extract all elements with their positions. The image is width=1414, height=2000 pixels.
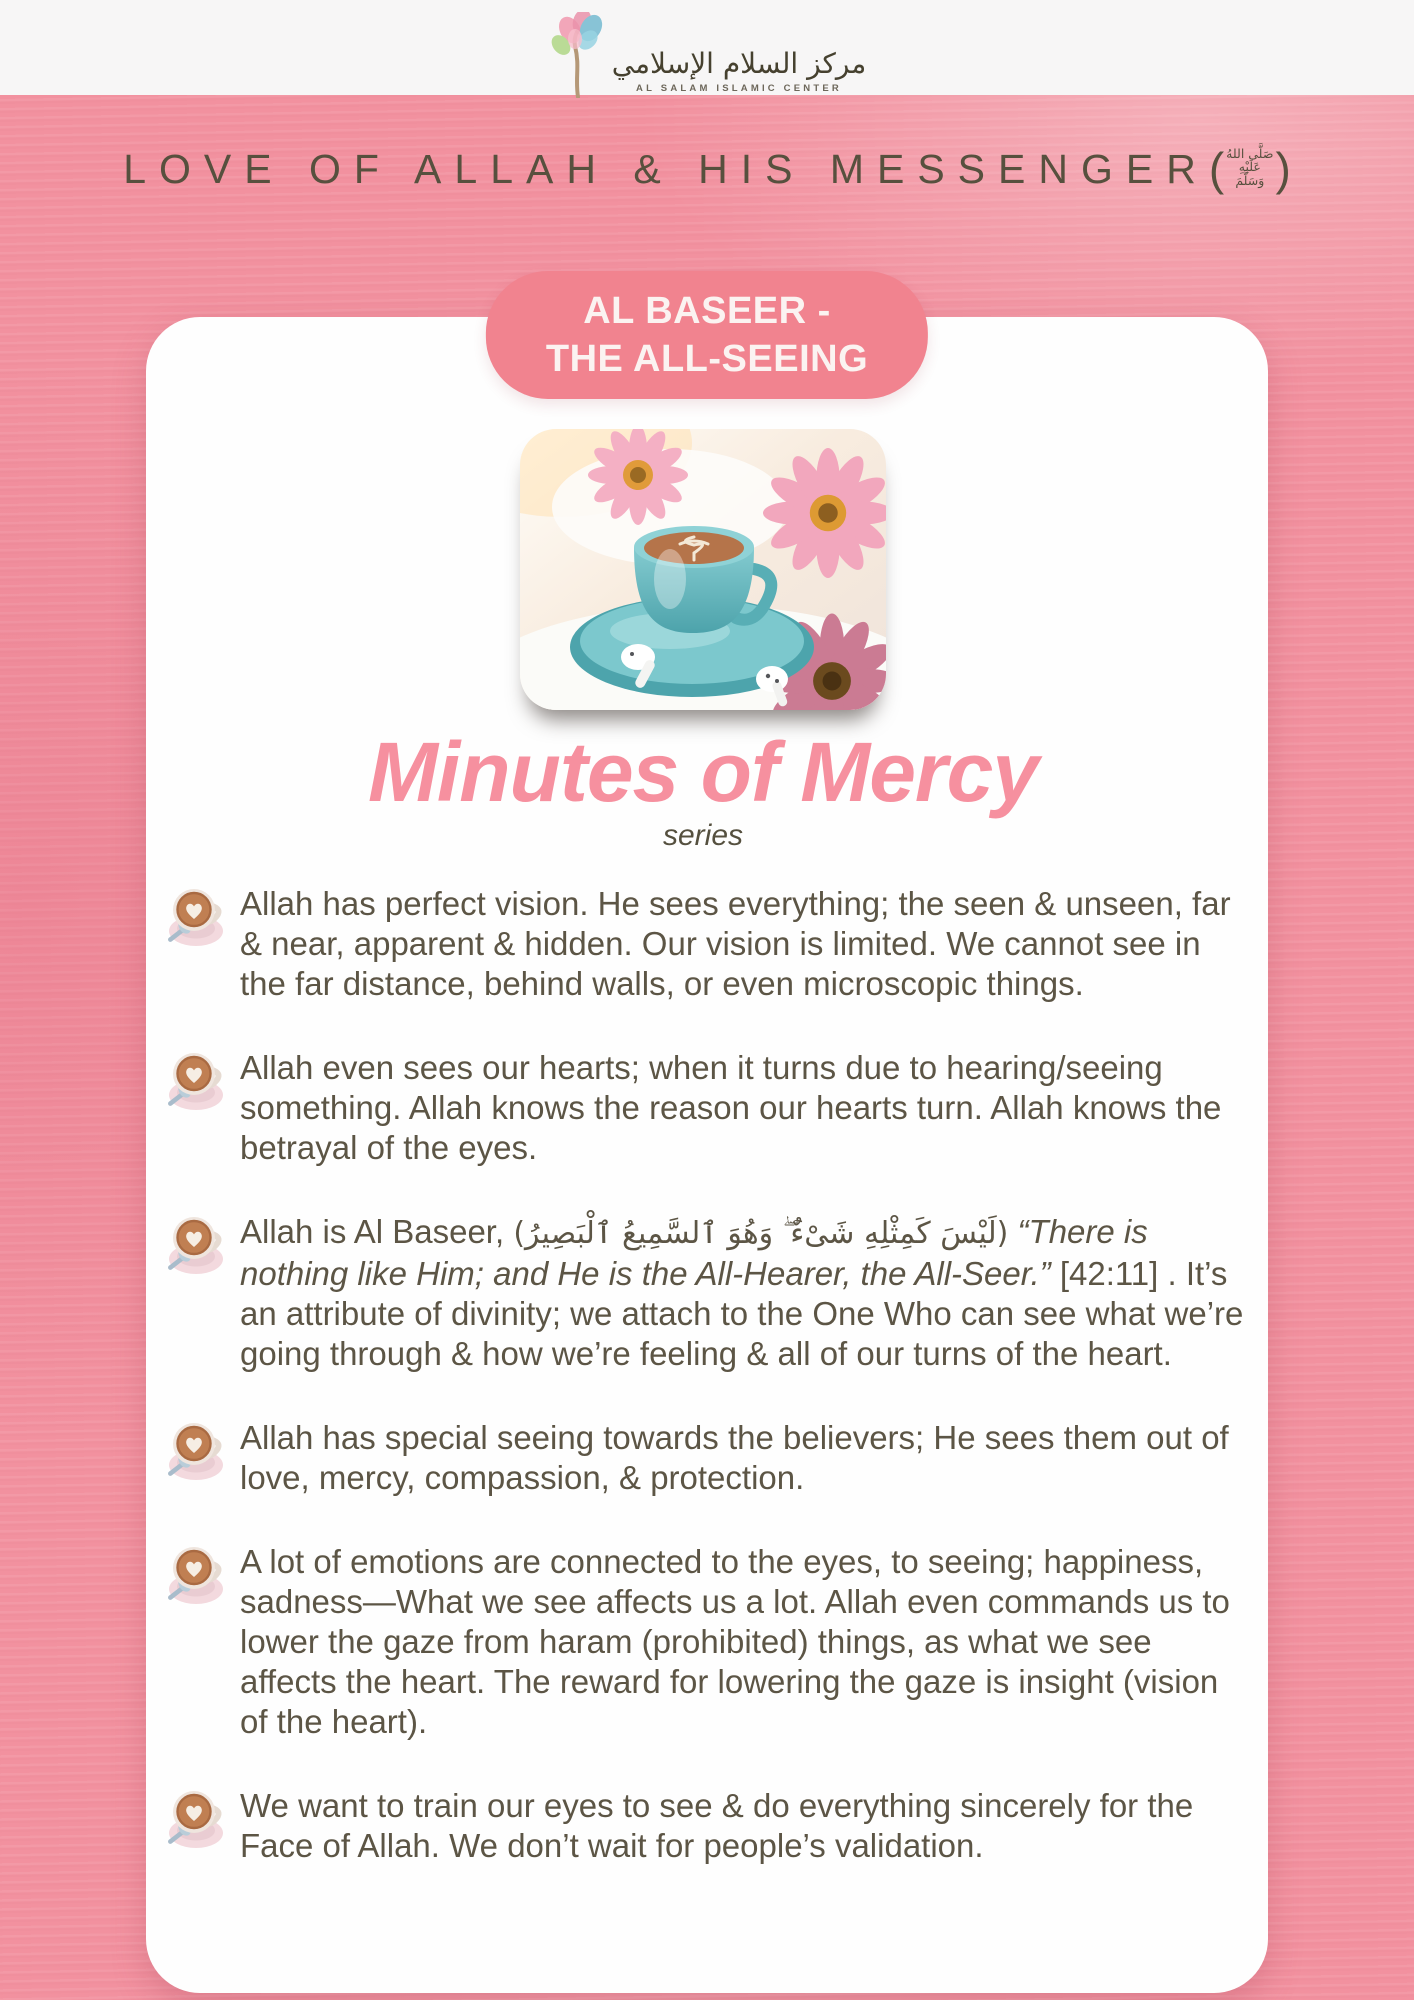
latte-heart-cup-icon: [160, 1782, 232, 1854]
page-title-text: LOVE OF ALLAH & HIS MESSENGER: [123, 145, 1209, 192]
bullet-text: A lot of emotions are connected to the eyes, to seeing; happiness, sadness—What we see affects us a lot. Allah even commands us to lower the gaze from haram (prohibited) things, as what we see affects the heart. The reward for lowering the gaze is insight (vision of the heart).: [240, 1543, 1230, 1740]
al-salam-islamic-center-logo: [548, 12, 867, 98]
bullet-text: Allah has perfect vision. He sees everything; the seen & unseen, far & near, apparent & hidden. Our vision is limited. We cannot see in the far distance, behind walls, or even microscopic things.: [240, 885, 1231, 1002]
latte-heart-cup-icon: [160, 1414, 232, 1486]
logo-english-name: AL SALAM ISLAMIC CENTER: [636, 82, 842, 94]
salawat-calligraphy: [1226, 147, 1273, 186]
salawat-close-paren: ): [1275, 143, 1291, 195]
latte-heart-cup-icon: [160, 1538, 232, 1610]
banner: [0, 95, 1414, 225]
series-subtitle: series: [662, 819, 744, 852]
notes-list: [160, 884, 1246, 1866]
salawat-open-paren: (: [1208, 143, 1225, 195]
list-item: [160, 1786, 1246, 1866]
list-item: [160, 1542, 1246, 1742]
bullet-text: We want to train our eyes to see & do everything sincerely for the Face of Allah. We don’t wait for people’s validation.: [240, 1787, 1194, 1864]
hero-image-coffee-flowers-earbuds: [520, 429, 886, 710]
list-item: [160, 1418, 1246, 1498]
watercolor-tree-icon: [548, 12, 606, 98]
list-item: [160, 884, 1246, 1004]
bullet-text: Allah has special seeing towards the believers; He sees them out of love, mercy, compassion, & protection.: [240, 1419, 1229, 1496]
badge-line-1: AL BASEER -: [583, 290, 831, 332]
list-item: [160, 1212, 1246, 1374]
latte-heart-cup-icon: [160, 1208, 232, 1280]
series-title: Minutes of Mercy: [367, 725, 1039, 819]
header-bar: [0, 0, 1414, 95]
bullet-text: Allah even sees our hearts; when it turns due to hearing/seeing something. Allah knows the reason our hearts turn. Allah knows the betrayal of the eyes.: [240, 1049, 1222, 1166]
bullet-text: Allah is Al Baseer, (لَيْسَ كَمِثْلِهِ شَىْءٌ ۖ وَهُوَ ٱلسَّمِيعُ ٱلْبَصِيرُ) “There is nothing like Him; and He is the All-Hearer, the All-Seer.” [42:11] . It’s an attribute of divinity; we attach to the One Who can see what we’re going through & how we’re feeling & all of our turns of the heart.: [240, 1213, 1244, 1372]
latte-heart-cup-icon: [160, 880, 232, 952]
page-title: [123, 142, 1291, 196]
logo-arabic-name: مركز السلام الإسلامي: [611, 46, 867, 80]
salawat-line-3: وَسَلَّمَ: [1235, 172, 1265, 188]
badge-line-2: THE ALL-SEEING: [545, 338, 869, 380]
content-card: [146, 317, 1268, 1993]
topic-badge: [486, 271, 928, 399]
salawat-line-1: صَلَّى اللهُ: [1226, 146, 1274, 162]
list-item: [160, 1048, 1246, 1168]
salawat-line-2: عَلَيْهِ: [1238, 159, 1261, 175]
latte-heart-cup-icon: [160, 1044, 232, 1116]
logo-text: [611, 46, 867, 98]
